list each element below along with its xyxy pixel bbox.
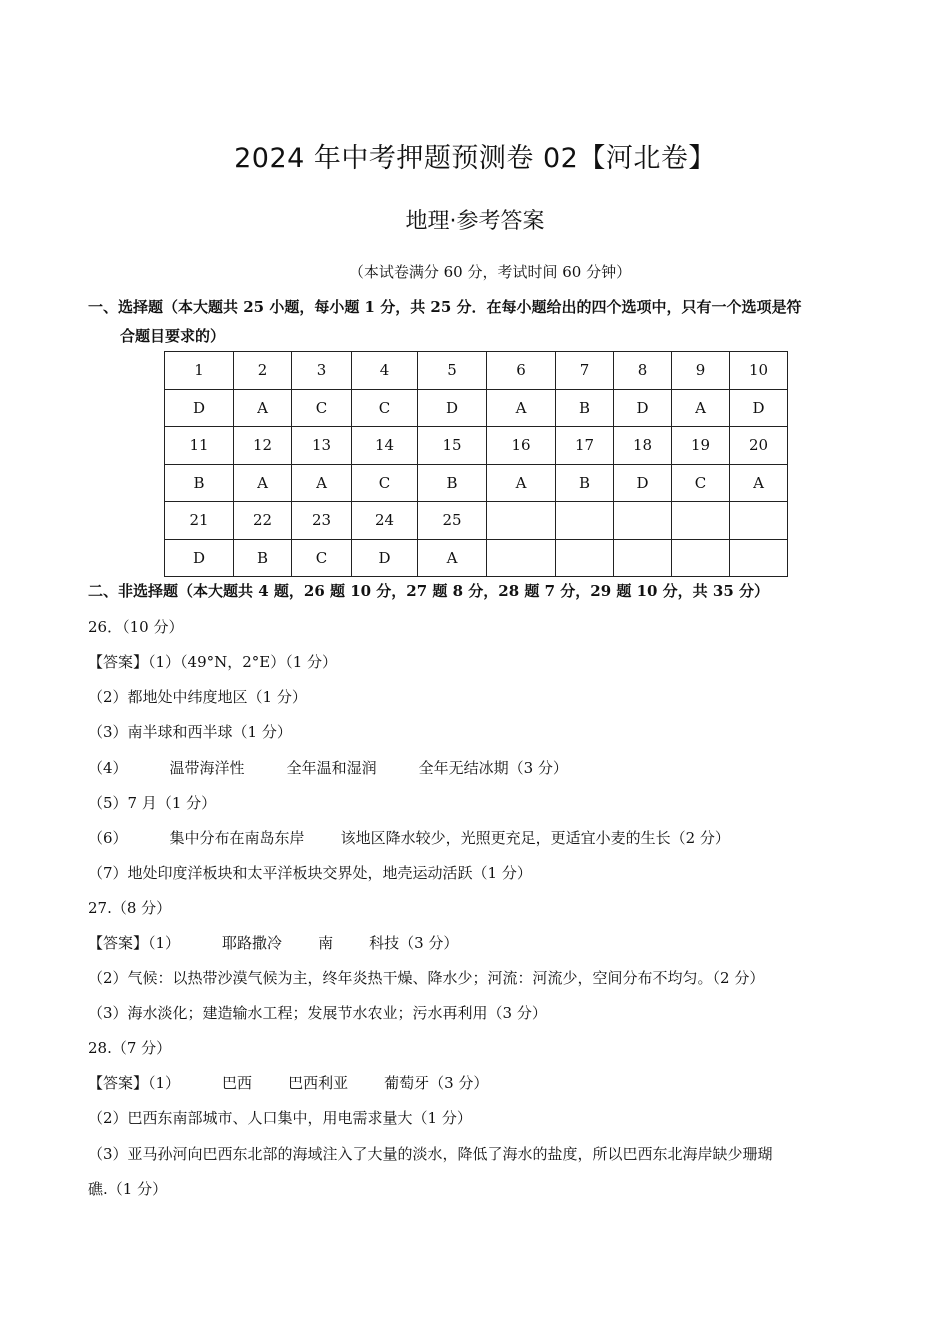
table-cell: C [672, 464, 730, 502]
table-cell: 14 [352, 427, 418, 465]
table-cell: 25 [418, 502, 487, 540]
q26-answer-4-part1: 温带海洋性 [169, 759, 245, 777]
page-subtitle: 地理·参考答案 [405, 209, 545, 234]
table-cell: A [672, 389, 730, 427]
table-cell: 23 [292, 502, 352, 540]
table-cell: 5 [418, 352, 487, 390]
section1-heading-line1: 一、选择题（本大题共 25 小题，每小题 1 分，共 25 分．在每小题给出的四个选项中，只有一个选项是符 [88, 298, 802, 316]
table-cell: B [418, 464, 487, 502]
table-cell [672, 502, 730, 540]
exam-note: （本试卷满分 60 分，考试时间 60 分钟） [348, 263, 632, 281]
table-cell: 17 [556, 427, 614, 465]
table-cell: 6 [487, 352, 556, 390]
table-cell: A [234, 389, 292, 427]
table-row [165, 352, 788, 390]
table-cell: 3 [292, 352, 352, 390]
table-row [165, 464, 788, 502]
q26-answer-6-label: （6） [88, 829, 128, 847]
q27-answer-1-part2: 南 [318, 934, 334, 952]
table-cell: 22 [234, 502, 292, 540]
table-cell: D [614, 464, 672, 502]
table-row [165, 427, 788, 465]
table-cell: 2 [234, 352, 292, 390]
table-cell [730, 539, 788, 577]
table-cell [487, 539, 556, 577]
table-cell: D [614, 389, 672, 427]
q27-answer-2: （2）气候：以热带沙漠气候为主，终年炎热干燥、降水少；河流：河流少，空间分布不均匀。（2 分） [88, 969, 765, 987]
q26-answer-6-part1: 集中分布在南岛东岸 [169, 829, 305, 847]
table-cell: A [234, 464, 292, 502]
table-cell: D [418, 389, 487, 427]
q26-answer-4 [88, 757, 568, 778]
section1-heading [88, 293, 878, 351]
table-cell: B [234, 539, 292, 577]
q26-answer-1: 【答案】（1）（49°N，2°E）（1 分） [88, 653, 338, 671]
table-cell: 7 [556, 352, 614, 390]
answer-table [164, 351, 788, 577]
section1-heading-line2: 合题目要求的） [120, 327, 226, 345]
table-cell [614, 502, 672, 540]
table-cell: 4 [352, 352, 418, 390]
q27-answer-1 [88, 932, 458, 953]
q27-answer-1-label: 【答案】（1） [88, 934, 181, 952]
table-cell: B [556, 389, 614, 427]
q26-answer-7: （7）地处印度洋板块和太平洋板块交界处，地壳运动活跃（1 分） [88, 864, 532, 882]
q27-title: 27.（8 分） [88, 899, 172, 917]
table-cell: 24 [352, 502, 418, 540]
table-cell [672, 539, 730, 577]
q26-answer-4-part2: 全年温和湿润 [286, 759, 377, 777]
table-cell: 13 [292, 427, 352, 465]
table-cell: A [418, 539, 487, 577]
table-cell [614, 539, 672, 577]
table-cell: 10 [730, 352, 788, 390]
q28-answer-2: （2）巴西东南部城市、人口集中，用电需求量大（1 分） [88, 1109, 472, 1127]
table-cell: A [487, 464, 556, 502]
table-cell: 8 [614, 352, 672, 390]
q26-answer-4-part3: 全年无结冰期（3 分） [418, 759, 568, 777]
table-cell: 1 [165, 352, 234, 390]
table-cell: 19 [672, 427, 730, 465]
page-title: 2024 年中考押题预测卷 02【河北卷】 [234, 143, 716, 174]
q26-title: 26．（10 分） [88, 618, 184, 636]
table-row [165, 502, 788, 540]
table-cell: 18 [614, 427, 672, 465]
table-row [165, 539, 788, 577]
q28-answer-1-part3: 葡萄牙（3 分） [384, 1074, 489, 1092]
table-cell: A [730, 464, 788, 502]
q26-answer-2: （2）都地处中纬度地区（1 分） [88, 688, 307, 706]
q26-answer-6-part2: 该地区降水较少，光照更充足，更适宜小麦的生长（2 分） [340, 829, 730, 847]
table-cell: 15 [418, 427, 487, 465]
table-cell: 16 [487, 427, 556, 465]
table-cell: A [487, 389, 556, 427]
q28-title: 28.（7 分） [88, 1039, 172, 1057]
table-cell: D [352, 539, 418, 577]
table-cell: 9 [672, 352, 730, 390]
table-cell: C [292, 539, 352, 577]
q28-answer-1-label: 【答案】（1） [88, 1074, 181, 1092]
q27-answer-1-part1: 耶路撒冷 [222, 934, 283, 952]
table-cell [487, 502, 556, 540]
table-cell: D [165, 389, 234, 427]
table-cell: 11 [165, 427, 234, 465]
q26-answer-3: （3）南半球和西半球（1 分） [88, 723, 292, 741]
q26-answer-4-label: （4） [88, 759, 128, 777]
q28-answer-1 [88, 1072, 488, 1093]
table-cell: D [730, 389, 788, 427]
table-cell: B [165, 464, 234, 502]
q27-answer-1-part3: 科技（3 分） [369, 934, 459, 952]
q27-answer-3: （3）海水淡化；建造输水工程；发展节水农业；污水再利用（3 分） [88, 1004, 547, 1022]
table-cell: C [292, 389, 352, 427]
table-cell: B [556, 464, 614, 502]
q26-answer-6 [88, 827, 730, 848]
table-row [165, 389, 788, 427]
q28-answer-3-line2: 礁.（1 分） [88, 1180, 168, 1198]
table-cell: D [165, 539, 234, 577]
q28-answer-3-line1: （3）亚马孙河向巴西东北部的海域注入了大量的淡水，降低了海水的盐度，所以巴西东北海岸缺少珊瑚 [88, 1145, 773, 1163]
table-cell [730, 502, 788, 540]
table-cell: C [352, 464, 418, 502]
table-cell: A [292, 464, 352, 502]
table-cell: 21 [165, 502, 234, 540]
table-cell: 20 [730, 427, 788, 465]
q28-answer-1-part2: 巴西利亚 [288, 1074, 349, 1092]
table-cell [556, 539, 614, 577]
table-cell: C [352, 389, 418, 427]
q26-answer-5: （5）7 月（1 分） [88, 794, 217, 812]
table-cell [556, 502, 614, 540]
section2-heading: 二、非选择题（本大题共 4 题，26 题 10 分，27 题 8 分，28 题 7 分，29 题 10 分，共 35 分） [88, 582, 769, 600]
table-cell: 12 [234, 427, 292, 465]
q28-answer-1-part1: 巴西 [222, 1074, 253, 1092]
